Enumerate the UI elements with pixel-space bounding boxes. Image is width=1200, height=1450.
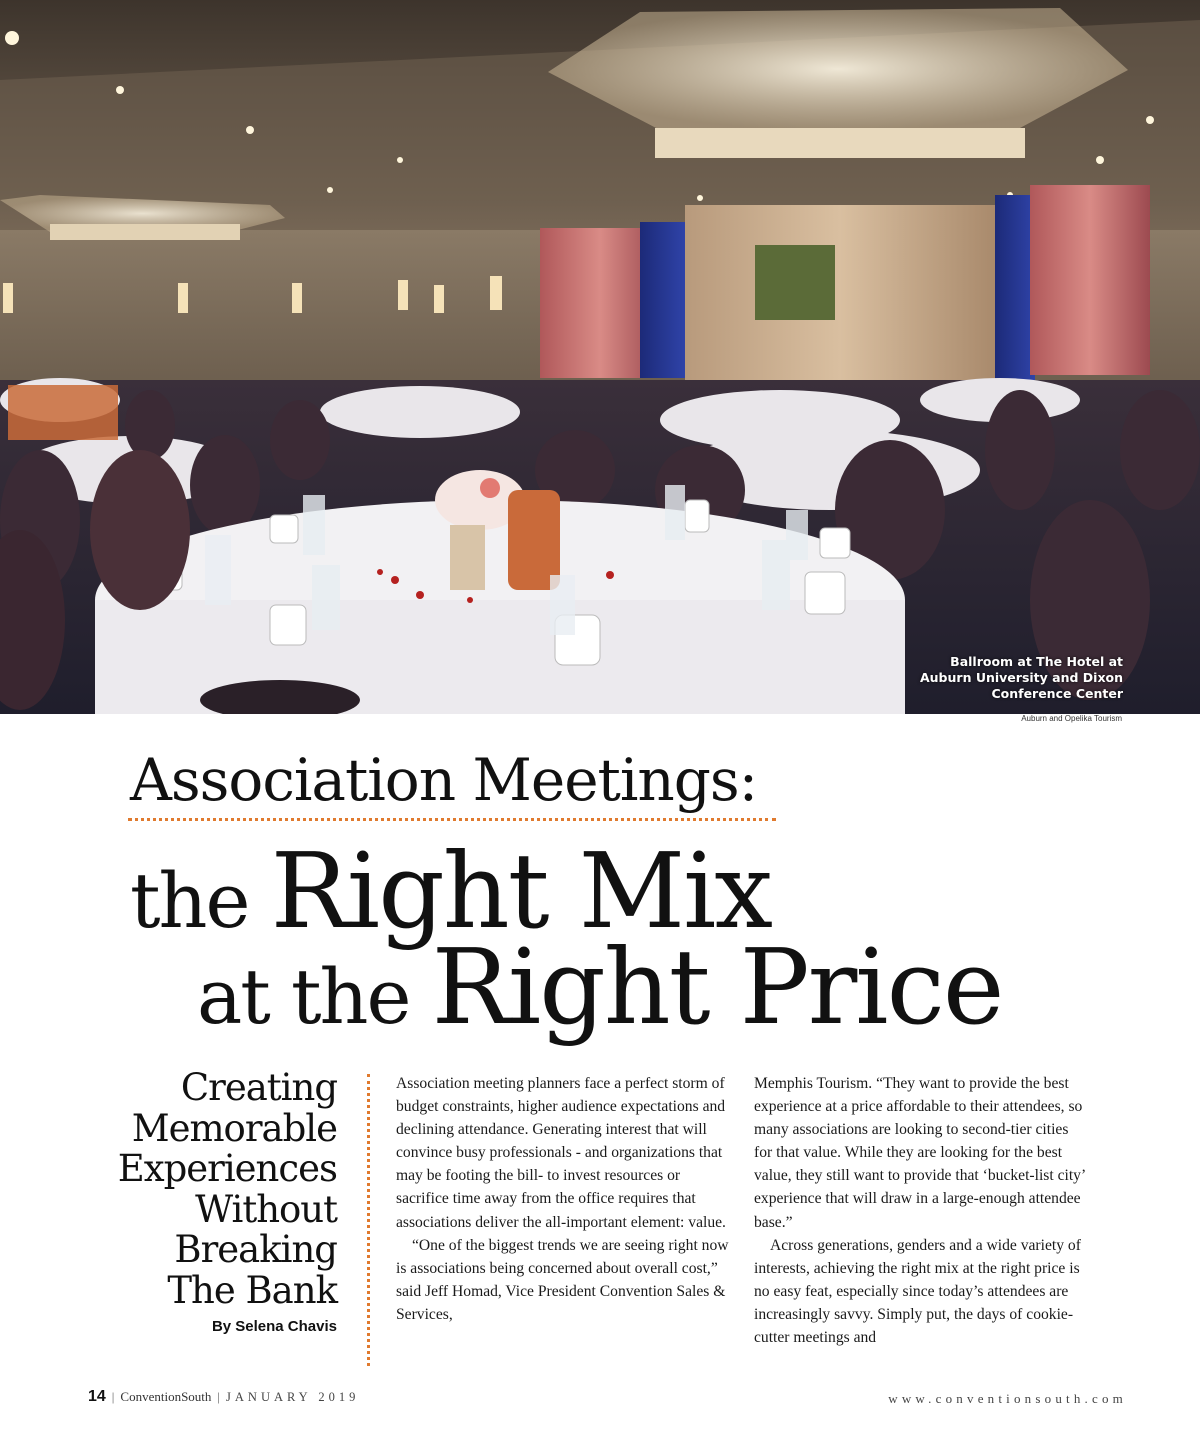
body-column-2 [754,1072,1089,1349]
subhead-line: Without [195,1187,337,1231]
footer-separator: | [217,1389,221,1404]
magazine-name: ConventionSouth [120,1389,212,1404]
subhead-line: The Bank [167,1268,337,1312]
caption-line: Ballroom at The Hotel at [950,654,1123,669]
ballroom-photo [0,0,1200,714]
subhead-line: Breaking [174,1228,337,1271]
subhead-line: Creating [180,1066,337,1109]
vertical-dotted-rule [367,1074,370,1366]
subhead-line: Memorable [131,1106,337,1150]
issue-date: JANUARY 2019 [226,1390,360,1404]
headline-kicker: Association Meetings: [130,746,758,814]
subhead [77,1068,337,1311]
page-footer [88,1388,359,1406]
headline-small-text: at the [197,952,432,1041]
body-paragraph: Association meeting planners face a perfect storm of budget constraints, higher audience expectations and declining attendance. Generating interest that will convince busy professionals - and organizations that may be footing the bill- to invest resources or sacrifice time away from the office requires that associations deliver the all-important element: value. [396,1075,726,1231]
body-paragraph: Memphis Tourism. “They want to provide the best experience at a price affordable to their attendees, so many associations are looking to second-tier cities for that value. While they are looking for the best value, they still want to provide that ‘bucket-list city’ experience that will draw in a large-enough attendee base.” [754,1075,1085,1231]
body-column-1 [396,1072,731,1326]
headline-big-text: Right Price [431,926,1003,1048]
headline-small-text: the [130,856,271,945]
headline-big-text: Right Mix [270,830,771,952]
footer-separator: | [111,1389,115,1404]
website-link[interactable]: www.conventionsouth.com [888,1391,1127,1406]
dotted-rule [128,818,776,821]
headline-line-2 [197,926,1002,1048]
caption-line: Conference Center [991,686,1123,701]
caption-line: Auburn University and Dixon [919,670,1123,685]
ballroom-illustration [0,0,1200,714]
byline: By Selena Chavis [211,1318,337,1335]
page-number: 14 [88,1388,106,1405]
photo-credit: Auburn and Opelika Tourism [1021,714,1122,723]
body-paragraph: “One of the biggest trends we are seeing right now is associations being concerned about overall cost,” said Jeff Homad, Vice President Convention Sales & Services, [396,1236,729,1323]
body-paragraph: Across generations, genders and a wide variety of interests, achieving the right mix at the right price is no easy feat, especially since today’s attendees are increasingly savvy. Simply put, the days of cookie-cutter meetings and [754,1236,1081,1347]
photo-caption [883,654,1123,702]
subhead-line: Experiences [117,1147,337,1190]
